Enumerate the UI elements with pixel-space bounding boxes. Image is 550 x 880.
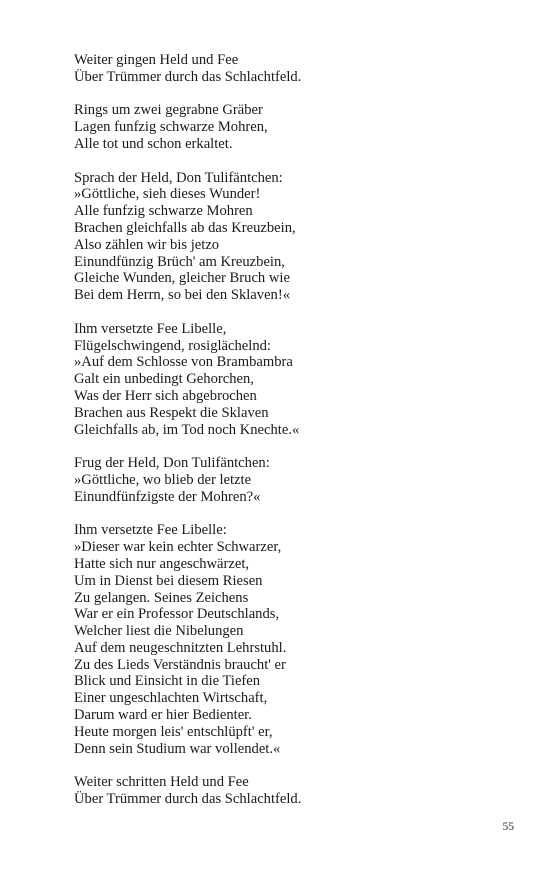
verse-line: Frug der Held, Don Tulifäntchen: [74,455,270,472]
verse-line: War er ein Professor Deutschlands, [74,606,280,623]
verse-line: Brachen gleichfalls ab das Kreuzbein, [74,219,296,236]
stanza [74,455,494,505]
verse-line: Sprach der Held, Don Tulifäntchen: [74,169,283,186]
verse-line: Weiter gingen Held und Fee [74,52,239,68]
verse-line: Einer ungeschlachten Wirtschaft, [74,690,268,707]
verse-line: Weiter schritten Held und Fee [74,774,249,791]
verse-line: »Dieser war kein echter Schwarzer, [74,539,282,556]
verse-line: Bei dem Herrn, so bei den Sklaven!« [74,287,291,304]
verse-line: Brachen aus Respekt die Sklaven [74,404,269,421]
verse-line: Über Trümmer durch das Schlachtfeld. [74,68,302,85]
stanza [74,170,494,304]
verse-line: Auf dem neugeschnitzten Lehrstuhl. [74,639,287,656]
poem-text [74,52,494,825]
verse-line: Heute morgen leis' entschlüpft' er, [74,723,273,740]
stanza [74,774,494,808]
stanza [74,52,494,86]
verse-line: Was der Herr sich abgebrochen [74,387,257,404]
verse-line: Einundfünzig Brüch' am Kreuzbein, [74,253,285,270]
verse-line: »Göttliche, wo blieb der letzte [74,471,252,488]
verse-line: Gleiche Wunden, gleicher Bruch wie [74,270,290,287]
verse-line: »Göttliche, sieh dieses Wunder! [74,186,261,203]
verse-line: Über Trümmer durch das Schlachtfeld. [74,791,302,808]
verse-line: Flügelschwingend, rosiglächelnd: [74,337,271,354]
verse-line: Rings um zwei gegrabne Gräber [74,102,263,119]
verse-line: Einundfünfzigste der Mohren?« [74,488,261,505]
verse-line: Gleichfalls ab, im Tod noch Knechte.« [74,421,300,438]
verse-line: Zu des Lieds Verständnis braucht' er [74,656,286,673]
verse-line: Ihm versetzte Fee Libelle, [74,320,227,337]
verse-line: Alle tot und schon erkaltet. [74,135,233,152]
stanza [74,102,494,152]
verse-line: Galt ein unbedingt Gehorchen, [74,371,254,388]
verse-line: Also zählen wir bis jetzo [74,236,220,253]
stanza [74,522,494,757]
verse-line: Darum ward er hier Bedienter. [74,707,252,724]
verse-line: Ihm versetzte Fee Libelle: [74,522,227,539]
page-number: 55 [502,821,514,833]
verse-line: »Auf dem Schlosse von Brambambra [74,354,293,371]
verse-line: Alle funfzig schwarze Mohren [74,203,253,220]
verse-line: Zu gelangen. Seines Zeichens [74,589,249,606]
verse-line: Hatte sich nur angeschwärzet, [74,555,250,572]
stanza [74,321,494,439]
verse-line: Welcher liest die Nibelungen [74,623,244,640]
verse-line: Denn sein Studium war vollendet.« [74,740,281,757]
verse-line: Um in Dienst bei diesem Riesen [74,572,263,589]
verse-line: Blick und Einsicht in die Tiefen [74,673,261,690]
verse-line: Lagen funfzig schwarze Mohren, [74,119,268,136]
